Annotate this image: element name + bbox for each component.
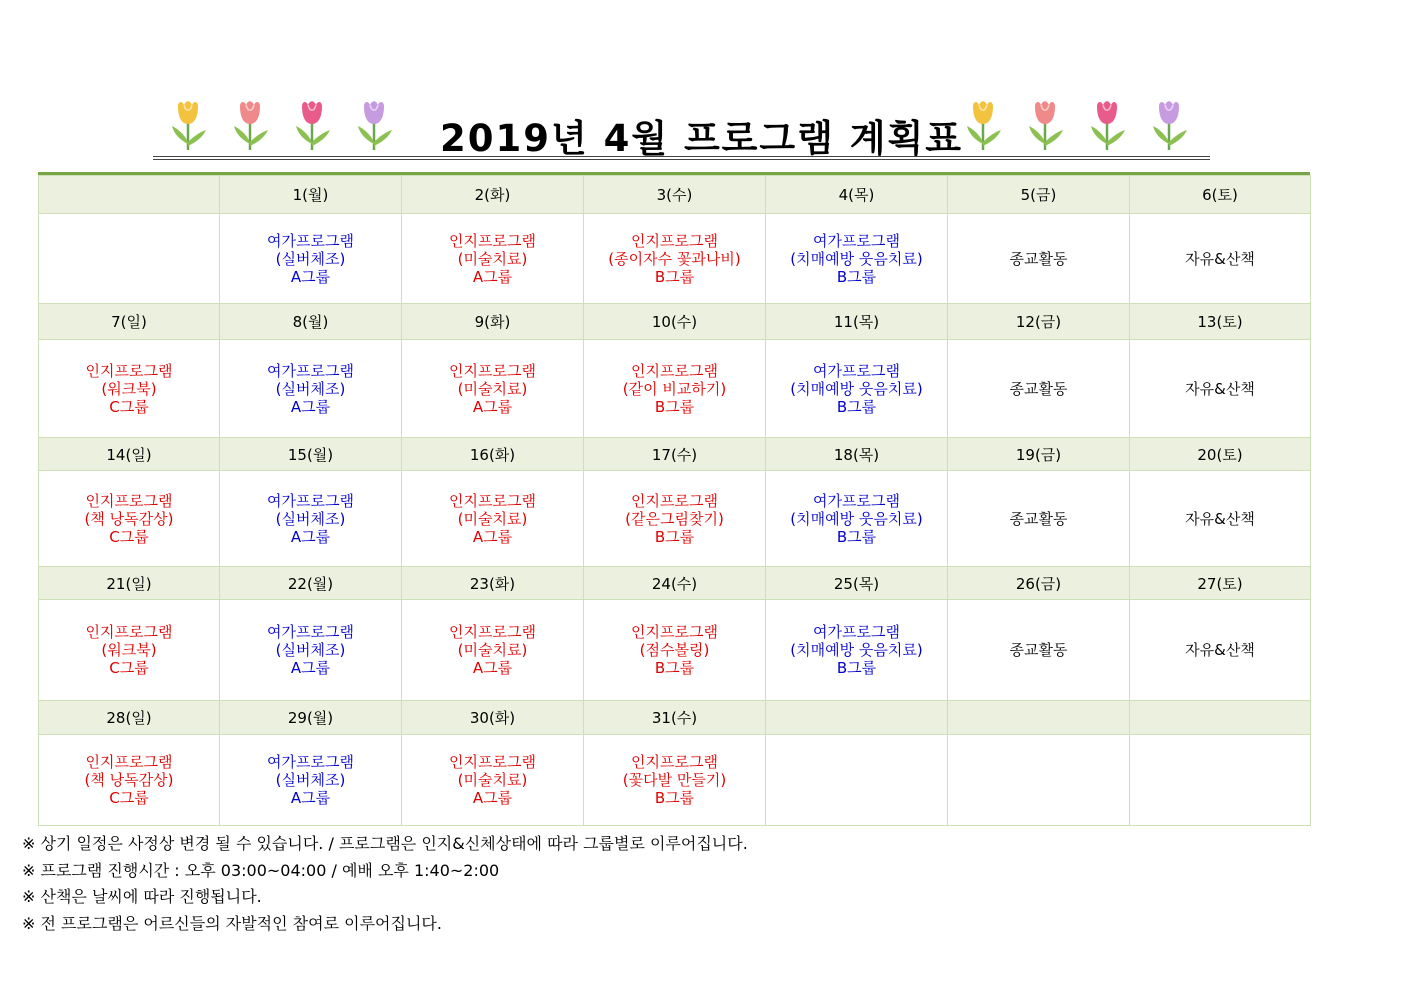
week-program-row: [39, 340, 1311, 438]
program-cell: [1130, 214, 1311, 304]
program-cell: [1130, 340, 1311, 438]
program-line: 인지프로그램: [85, 623, 173, 641]
page-title: 2019년 4월 프로그램 계획표: [439, 117, 964, 160]
program-line: (꽃다발 만들기): [622, 771, 727, 789]
day-label: 26(금): [948, 567, 1130, 600]
program-line: A그룹: [290, 267, 331, 286]
day-label: 5(금): [948, 176, 1130, 214]
day-label: 19(금): [948, 438, 1130, 471]
week-program-row: [39, 471, 1311, 567]
notes-section: [22, 831, 748, 937]
program-cell: [766, 471, 948, 567]
program-line: 자유&산책: [1185, 249, 1255, 268]
program-line: (실버체조): [275, 379, 346, 398]
program-cell: [402, 340, 584, 438]
program-cell: [39, 340, 220, 438]
program-line: A그룹: [290, 789, 331, 807]
program-line: (종이자수 꽃과나비): [608, 249, 741, 268]
program-line: 여가프로그램: [267, 231, 354, 250]
program-cell: [220, 600, 402, 701]
day-label: 8(월): [220, 304, 402, 340]
program-line: 자유&산책: [1185, 641, 1255, 659]
program-line: A그룹: [472, 267, 513, 286]
program-cell: [948, 600, 1130, 701]
day-label: 27(토): [1130, 567, 1311, 600]
calendar-table: [38, 175, 1311, 826]
day-label: 24(수): [584, 567, 766, 600]
program-line: (책 낭독감상): [84, 509, 174, 528]
program-cell: [584, 471, 766, 567]
program-line: 자유&산책: [1185, 379, 1255, 398]
program-line: 인지프로그램: [449, 491, 536, 510]
week-header-row: [39, 176, 1311, 214]
program-cell: [584, 600, 766, 701]
program-line: (미술치료): [457, 249, 528, 268]
program-cell: [948, 340, 1130, 438]
program-cell: [766, 340, 948, 438]
note-program-time: ※ 프로그램 진행시간 : 오후 03:00~04:00 / 예배 오후 1:40~2:00: [22, 860, 500, 880]
day-label: 6(토): [1130, 176, 1311, 214]
program-line: (치매예방 웃음치료): [790, 641, 923, 659]
day-label: 15(월): [220, 438, 402, 471]
program-line: 인지프로그램: [631, 753, 718, 771]
program-line: A그룹: [472, 789, 513, 807]
program-line: B그룹: [654, 527, 695, 546]
program-line: 여가프로그램: [813, 231, 900, 250]
day-label: 25(목): [766, 567, 948, 600]
day-label: 18(목): [766, 438, 948, 471]
program-cell: [1130, 735, 1311, 826]
program-cell: [584, 735, 766, 826]
day-label: 9(화): [402, 304, 584, 340]
program-calendar: [38, 172, 1310, 826]
day-label: 1(월): [220, 176, 402, 214]
program-cell: [220, 471, 402, 567]
day-label: 13(토): [1130, 304, 1311, 340]
program-line: B그룹: [836, 267, 877, 286]
program-cell: [39, 735, 220, 826]
week-program-row: [39, 214, 1311, 304]
program-cell: [948, 471, 1130, 567]
program-cell: [766, 600, 948, 701]
day-label: 14(일): [39, 438, 220, 471]
program-line: (실버체조): [275, 249, 346, 268]
program-line: (미술치료): [457, 771, 528, 789]
program-line: 종교활동: [1009, 641, 1068, 659]
program-line: (미술치료): [457, 379, 528, 398]
program-line: 인지프로그램: [449, 623, 536, 641]
program-cell: [948, 735, 1130, 826]
program-line: B그룹: [654, 659, 695, 677]
day-label: 28(일): [39, 701, 220, 735]
program-line: (치매예방 웃음치료): [790, 509, 923, 528]
program-line: 여가프로그램: [267, 623, 354, 641]
program-line: 인지프로그램: [85, 361, 173, 380]
program-line: 종교활동: [1009, 379, 1068, 398]
day-label: 31(수): [584, 701, 766, 735]
program-cell: [220, 735, 402, 826]
program-line: (실버체조): [275, 641, 346, 659]
program-line: A그룹: [472, 527, 513, 546]
day-label: 12(금): [948, 304, 1130, 340]
program-line: C그룹: [109, 659, 149, 677]
program-line: C그룹: [109, 397, 149, 416]
program-cell: [766, 735, 948, 826]
program-line: 인지프로그램: [449, 231, 536, 250]
day-label: 29(월): [220, 701, 402, 735]
week-header-row: [39, 304, 1311, 340]
program-cell: [402, 471, 584, 567]
day-label: 2(화): [402, 176, 584, 214]
program-cell: [220, 340, 402, 438]
program-line: A그룹: [472, 397, 513, 416]
program-line: 여가프로그램: [813, 361, 900, 380]
program-cell: [402, 735, 584, 826]
day-label: 7(일): [39, 304, 220, 340]
program-line: B그룹: [836, 527, 877, 546]
program-cell: [39, 214, 220, 304]
program-line: (책 낭독감상): [84, 771, 174, 789]
program-line: 인지프로그램: [449, 361, 536, 380]
program-cell: [402, 214, 584, 304]
program-line: 인지프로그램: [631, 361, 718, 380]
program-cell: [948, 214, 1130, 304]
week-header-row: [39, 567, 1311, 600]
note-walk-weather: ※ 산책은 날씨에 따라 진행됩니다.: [22, 887, 262, 906]
day-label: 30(화): [402, 701, 584, 735]
week-program-row: [39, 600, 1311, 701]
day-label: 17(수): [584, 438, 766, 471]
program-line: 인지프로그램: [449, 753, 536, 771]
program-cell: [220, 214, 402, 304]
program-line: 종교활동: [1009, 249, 1068, 268]
program-line: (같은그림찾기): [625, 509, 724, 528]
program-line: B그룹: [654, 267, 695, 286]
program-line: 종교활동: [1009, 509, 1068, 528]
program-line: 여가프로그램: [267, 491, 354, 510]
program-line: (치매예방 웃음치료): [790, 249, 923, 268]
day-label: 22(월): [220, 567, 402, 600]
week-header-row: [39, 438, 1311, 471]
program-line: A그룹: [290, 527, 331, 546]
program-line: (같이 비교하기): [622, 379, 727, 398]
day-label: 16(화): [402, 438, 584, 471]
program-line: (워크북): [101, 641, 157, 659]
program-line: B그룹: [654, 397, 695, 416]
program-line: 여가프로그램: [813, 491, 900, 510]
program-line: (워크북): [101, 379, 157, 398]
day-label: [766, 701, 948, 735]
program-line: (점수볼링): [639, 641, 710, 659]
program-cell: [1130, 600, 1311, 701]
day-label: 3(수): [584, 176, 766, 214]
program-line: B그룹: [654, 789, 695, 807]
day-label: 10(수): [584, 304, 766, 340]
day-label: 21(일): [39, 567, 220, 600]
program-line: 자유&산책: [1185, 509, 1255, 528]
program-line: (치매예방 웃음치료): [790, 379, 923, 398]
program-line: 여가프로그램: [813, 623, 900, 641]
program-line: (미술치료): [457, 641, 528, 659]
note-schedule-change: ※ 상기 일정은 사정상 변경 될 수 있습니다. / 프로그램은 인지&신체상태에 따라 그룹별로 이루어집니다.: [22, 834, 748, 853]
day-label: [39, 176, 220, 214]
week-header-row: [39, 701, 1311, 735]
program-cell: [584, 214, 766, 304]
program-line: C그룹: [109, 789, 149, 807]
program-line: B그룹: [836, 659, 877, 677]
program-line: 인지프로그램: [85, 753, 173, 771]
day-label: [1130, 701, 1311, 735]
program-line: 인지프로그램: [85, 491, 173, 510]
day-label: 11(목): [766, 304, 948, 340]
day-label: 23(화): [402, 567, 584, 600]
day-label: 4(목): [766, 176, 948, 214]
program-line: 인지프로그램: [631, 623, 718, 641]
program-cell: [766, 214, 948, 304]
program-line: A그룹: [290, 397, 331, 416]
program-line: 인지프로그램: [631, 231, 718, 250]
program-line: B그룹: [836, 397, 877, 416]
program-line: C그룹: [109, 527, 149, 546]
program-line: A그룹: [472, 659, 513, 677]
program-cell: [1130, 471, 1311, 567]
program-line: (실버체조): [275, 771, 346, 789]
program-line: A그룹: [290, 659, 331, 677]
program-line: 여가프로그램: [267, 361, 354, 380]
program-line: 인지프로그램: [631, 491, 718, 510]
program-line: (실버체조): [275, 509, 346, 528]
title-underline: [153, 156, 1210, 160]
program-line: 여가프로그램: [267, 753, 354, 771]
day-label: 20(토): [1130, 438, 1311, 471]
program-cell: [584, 340, 766, 438]
week-program-row: [39, 735, 1311, 826]
day-label: [948, 701, 1130, 735]
program-line: (미술치료): [457, 509, 528, 528]
program-cell: [39, 471, 220, 567]
program-cell: [402, 600, 584, 701]
program-cell: [39, 600, 220, 701]
note-voluntary: ※ 전 프로그램은 어르신들의 자발적인 참여로 이루어집니다.: [22, 913, 442, 933]
